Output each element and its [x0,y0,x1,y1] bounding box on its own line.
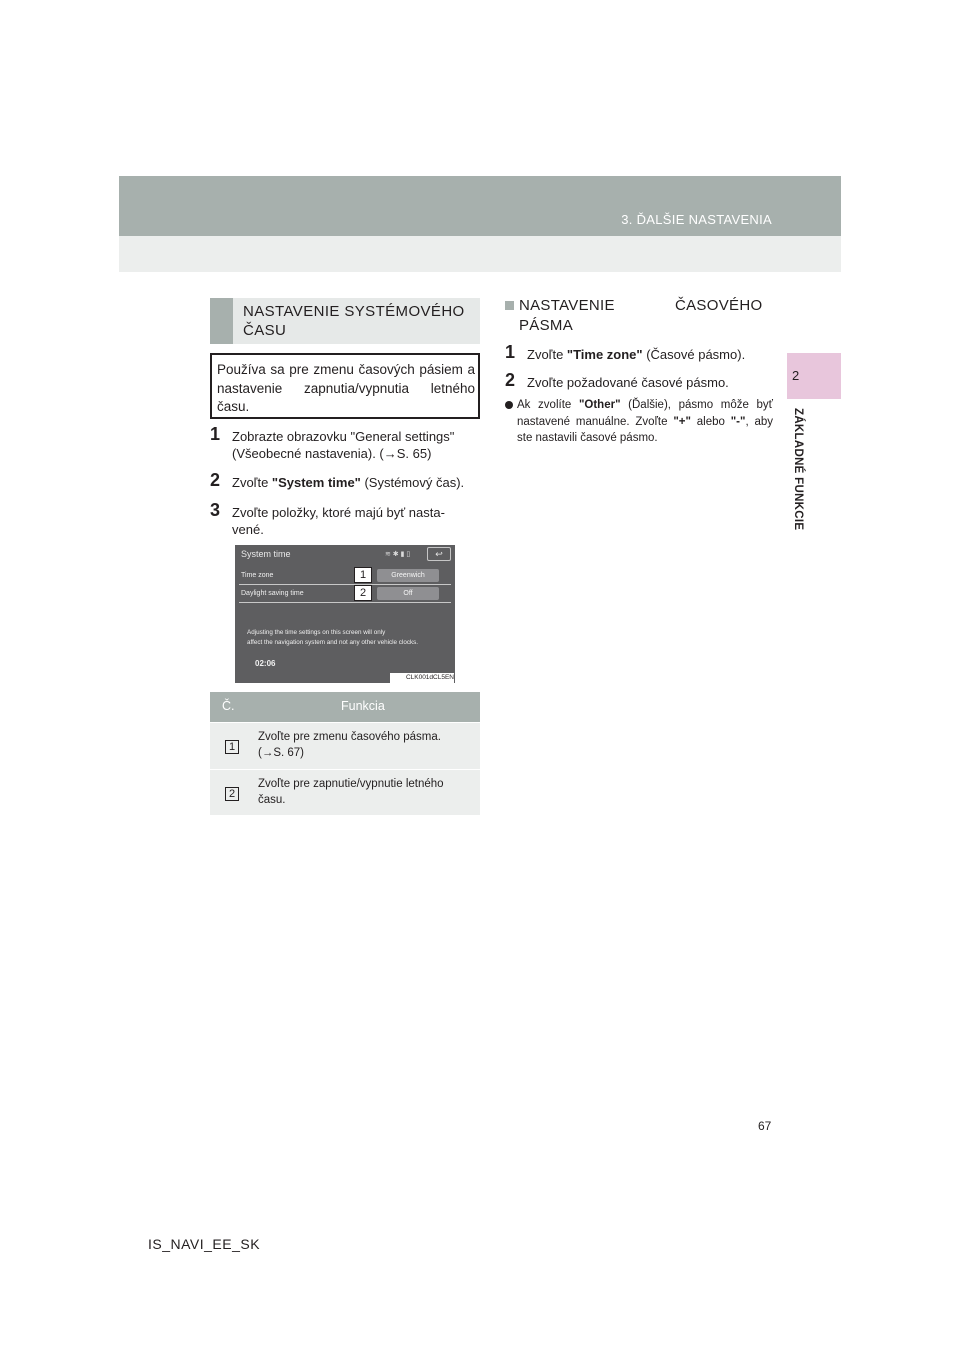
step-text-bold: "Time zone" [566,347,643,362]
table-row [210,769,480,815]
bullet-text-part: , aby ste nastavili časové pásmo. [517,415,773,444]
bullet-text-part: (Ďalšie), pásmo môže byť nastavené manuálne. Zvoľte [517,399,773,428]
header-subband [119,236,841,272]
header-band [119,176,841,236]
step-number: 1 [505,342,516,362]
square-bullet-icon [505,301,514,310]
screen-note-line-1: Adjusting the time settings on this screen will only [247,629,386,636]
function-table [210,692,480,815]
step-text-before: Zvoľte [527,347,567,362]
image-code: CLK001dCL5EN [390,673,454,683]
row-text-line-2: času. [258,793,286,806]
row-label: Time zone [241,572,274,579]
back-icon: ↩ [427,547,451,561]
bullet-text-bold: "+" [673,415,691,428]
screen-title: System time [241,549,291,559]
step-number: 2 [505,370,516,390]
step-text [210,424,480,462]
subsection-title [505,296,773,336]
row-label: Daylight saving time [241,590,304,597]
section-description: Používa sa pre zmenu časových pásiem a nastavenie zapnutia/vypnutia letného času. [217,362,475,414]
step-text-line-1: Zvoľte položky, ktoré majú byť nasta- [232,505,445,520]
step-1 [210,424,480,462]
screen-clock: 02:06 [255,659,276,668]
bullet-text-bold: "Other" [578,399,621,411]
step-text-after: (Časové pásmo). [642,347,746,362]
step-number: 1 [210,424,221,444]
document-code: IS_NAVI_EE_SK [148,1236,261,1252]
callout-1: 1 [354,567,372,583]
section-time-zone [505,296,773,336]
step-time-zone-2 [505,370,773,391]
step-text-line-2: (Všeobecné nastavenia). (→S. 65) [232,446,432,461]
heading-line-2: ČASU [243,322,287,339]
section-description-box [210,353,480,419]
chapter-number: 2 [792,368,800,383]
step-text [210,470,480,491]
step-text-before: Zvoľte [232,475,272,490]
row-number: 2 [225,787,239,801]
status-icons: ≋ ✱ ▮ ▯ [385,551,411,558]
step-text-after: (Systémový čas). [360,475,465,490]
step-2 [210,470,480,491]
step-text [210,500,480,538]
bullet-text-bold: "-" [730,415,746,428]
bullet-text-part: alebo [690,415,731,428]
bullet-note [505,397,773,447]
chapter-label-text: ZÁKLADNÉ FUNKCIE [792,408,804,531]
subsection-title-word-2: ČASOVÉHO [675,297,763,314]
chapter-label [786,408,808,548]
row-text [258,730,473,761]
subsection-title-word-1: NASTAVENIE [519,297,615,314]
bullet-text-part: Ak zvolíte [517,399,579,411]
row-number: 1 [225,740,239,754]
table-header-function: Funkcia [341,699,385,713]
step-3 [210,500,480,538]
row-text [258,777,473,808]
screen-note [247,628,447,648]
row-value: Off [377,587,439,600]
section-heading-system-time [210,298,480,344]
step-text-line-2: vené. [232,522,264,537]
step-time-zone-1 [505,342,773,363]
screen-row-daylight-saving [239,587,451,603]
heading-text [243,302,465,340]
system-time-screen-illustration [235,545,455,683]
heading-line-1: NASTAVENIE SYSTÉMOVÉHO [243,303,465,320]
table-row [210,722,480,769]
step-text-bold: "System time" [271,475,361,490]
step-text [505,342,773,363]
table-header [210,692,480,722]
screen-note-line-2: affect the navigation system and not any other vehicle clocks. [247,639,419,646]
row-text-line-1: Zvoľte pre zmenu časového pásma. [258,731,441,743]
table-header-no: Č. [222,699,235,713]
row-text-line-2: (→S. 67) [258,746,305,759]
row-value: Greenwich [377,569,439,582]
bullet-dot-icon [505,401,513,409]
callout-2: 2 [354,585,372,601]
step-number: 2 [210,470,221,490]
subsection-title-word-3: PÁSMA [519,317,574,334]
screen-row-time-zone [239,569,451,585]
step-number: 3 [210,500,221,520]
step-text: Zvoľte požadované časové pásmo. [527,375,729,390]
row-text-line-1: Zvoľte pre zapnutie/vypnutie letného [258,778,444,790]
section-header-title: 3. ĎALŠIE NASTAVENIA [621,212,772,227]
step-text-line-1: Zobrazte obrazovku "General settings" [232,429,455,444]
page-number: 67 [758,1119,772,1133]
heading-accent-bar [210,298,233,344]
bullet-text [505,397,773,447]
